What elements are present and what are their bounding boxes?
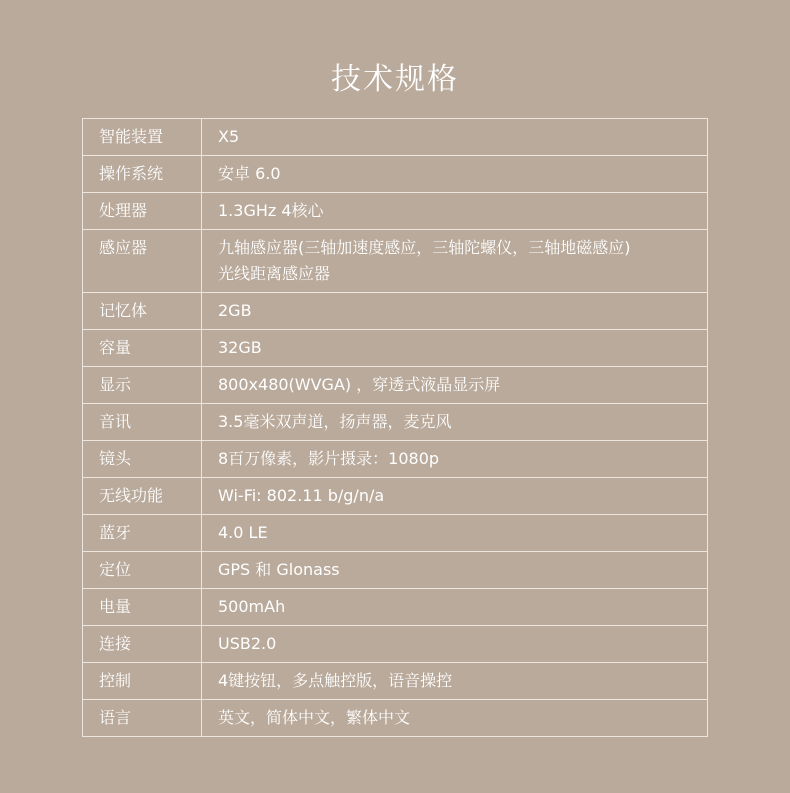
- spec-label: 蓝牙: [83, 515, 202, 552]
- spec-value: 安卓 6.0: [202, 156, 708, 193]
- spec-label: 记忆体: [83, 293, 202, 330]
- spec-label: 容量: [83, 330, 202, 367]
- spec-label: 连接: [83, 626, 202, 663]
- spec-value: 2GB: [202, 293, 708, 330]
- spec-value: 32GB: [202, 330, 708, 367]
- spec-value: 8百万像素，影片摄录：1080p: [202, 441, 708, 478]
- spec-label: 感应器: [83, 230, 202, 293]
- spec-value: GPS 和 Glonass: [202, 552, 708, 589]
- spec-label: 无线功能: [83, 478, 202, 515]
- spec-value: 英文，简体中文，繁体中文: [202, 700, 708, 737]
- spec-label: 镜头: [83, 441, 202, 478]
- page-title: 技术规格: [331, 62, 459, 98]
- spec-value: 3.5毫米双声道，扬声器，麦克风: [202, 404, 708, 441]
- spec-label: 智能装置: [83, 119, 202, 156]
- table-row: [83, 626, 708, 663]
- spec-label: 显示: [83, 367, 202, 404]
- spec-value: Wi-Fi: 802.11 b/g/n/a: [202, 478, 708, 515]
- table-row: [83, 193, 708, 230]
- table-row: [83, 230, 708, 293]
- spec-label: 音讯: [83, 404, 202, 441]
- table-row: [83, 663, 708, 700]
- table-row: [83, 589, 708, 626]
- spec-value: 1.3GHz 4核心: [202, 193, 708, 230]
- table-row: [83, 441, 708, 478]
- table-row: [83, 119, 708, 156]
- table-row: [83, 156, 708, 193]
- spec-label: 处理器: [83, 193, 202, 230]
- spec-value: X5: [202, 119, 708, 156]
- spec-value: 九轴感应器(三轴加速度感应，三轴陀螺仪，三轴地磁感应) 光线距离感应器: [202, 230, 708, 293]
- table-row: [83, 367, 708, 404]
- spec-value: 500mAh: [202, 589, 708, 626]
- specs-table: [82, 118, 708, 737]
- spec-label: 定位: [83, 552, 202, 589]
- spec-value: USB2.0: [202, 626, 708, 663]
- spec-label: 语言: [83, 700, 202, 737]
- spec-label: 电量: [83, 589, 202, 626]
- table-row: [83, 478, 708, 515]
- spec-value: 4.0 LE: [202, 515, 708, 552]
- table-row: [83, 293, 708, 330]
- table-row: [83, 330, 708, 367]
- table-row: [83, 404, 708, 441]
- spec-value: 4键按钮，多点触控版，语音操控: [202, 663, 708, 700]
- table-row: [83, 515, 708, 552]
- table-row: [83, 552, 708, 589]
- spec-label: 操作系统: [83, 156, 202, 193]
- spec-label: 控制: [83, 663, 202, 700]
- spec-value: 800x480(WVGA) ，穿透式液晶显示屏: [202, 367, 708, 404]
- table-row: [83, 700, 708, 737]
